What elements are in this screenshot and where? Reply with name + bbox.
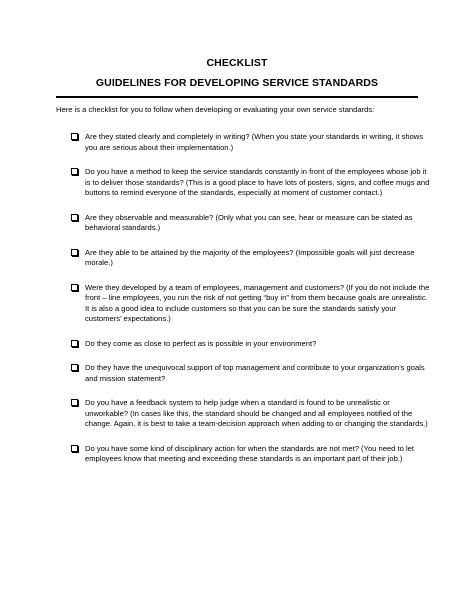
checklist-item [71, 363, 431, 384]
checklist-item [71, 283, 431, 325]
checklist-item-text: Do they come as close to perfect as is possible in your environment? [85, 338, 317, 348]
checklist-item [71, 248, 431, 269]
checklist-item-text: Do you have a method to keep the service standards constantly in front of the employees whose job it is to deliver those standards? (This is a good place to have lots of posters, signs, and coffee mugs and buttons to remind everyone of the standards, especially at moment of customer contact.) [85, 167, 430, 197]
checklist-item [71, 339, 431, 350]
document-subtitle: GUIDELINES FOR DEVELOPING SERVICE STANDARDS [95, 77, 379, 89]
checkbox-icon[interactable] [71, 364, 78, 371]
checklist-item-text: Are they observable and measurable? (Only what you can see, hear or measure can be stated as behavioral standards.) [85, 212, 413, 232]
checkbox-icon[interactable] [71, 168, 78, 175]
checkbox-icon[interactable] [71, 445, 78, 452]
checklist-item-text: Do you have some kind of disciplinary action for when the standards are not met? (You need to let employees know that meeting and exceeding these standards is an important part of their job.) [85, 443, 414, 463]
checklist-item [71, 213, 431, 234]
checklist [71, 132, 431, 479]
checklist-item-text: Are they able to be attained by the majority of the employees? (Impossible goals will just decrease morale.) [85, 247, 415, 267]
checklist-item-text: Are they stated clearly and completely in writing? (When you state your standards in writing, it shows you are serious about their implementation.) [85, 132, 424, 152]
checklist-item-text: Do they have the unequivocal support of top management and contribute to your organization’s goals and mission statement? [85, 363, 425, 383]
intro-text: Here is a checklist for you to follow when developing or evaluating your own service standards: [56, 105, 375, 114]
checkbox-icon[interactable] [71, 214, 78, 221]
checkbox-icon[interactable] [71, 399, 78, 406]
checkbox-icon[interactable] [71, 249, 78, 256]
checklist-item-text: Were they developed by a team of employees, management and customers? (If you do not include the front – line employees, you run the risk of not getting “buy in” from them because goals are unrealistic. It is also a good idea to include customers so that you can be sure the standards satisfy your customers’ expectations.) [85, 282, 430, 323]
checklist-item-text: Do you have a feedback system to help judge when a standard is found to be unrealistic or unworkable? (In cases like this, the standard should be changed and all employees notified of the change. Again, it is best to take a team-decision approach when adding to or changing the standards.) [85, 398, 428, 428]
checkbox-icon[interactable] [71, 133, 78, 140]
checklist-item [71, 132, 431, 153]
document-title: CHECKLIST [206, 57, 268, 69]
title-divider [56, 96, 418, 98]
checklist-item [71, 398, 431, 430]
checkbox-icon[interactable] [71, 284, 78, 291]
checkbox-icon[interactable] [71, 340, 78, 347]
checklist-item [71, 167, 431, 199]
checklist-item [71, 444, 431, 465]
